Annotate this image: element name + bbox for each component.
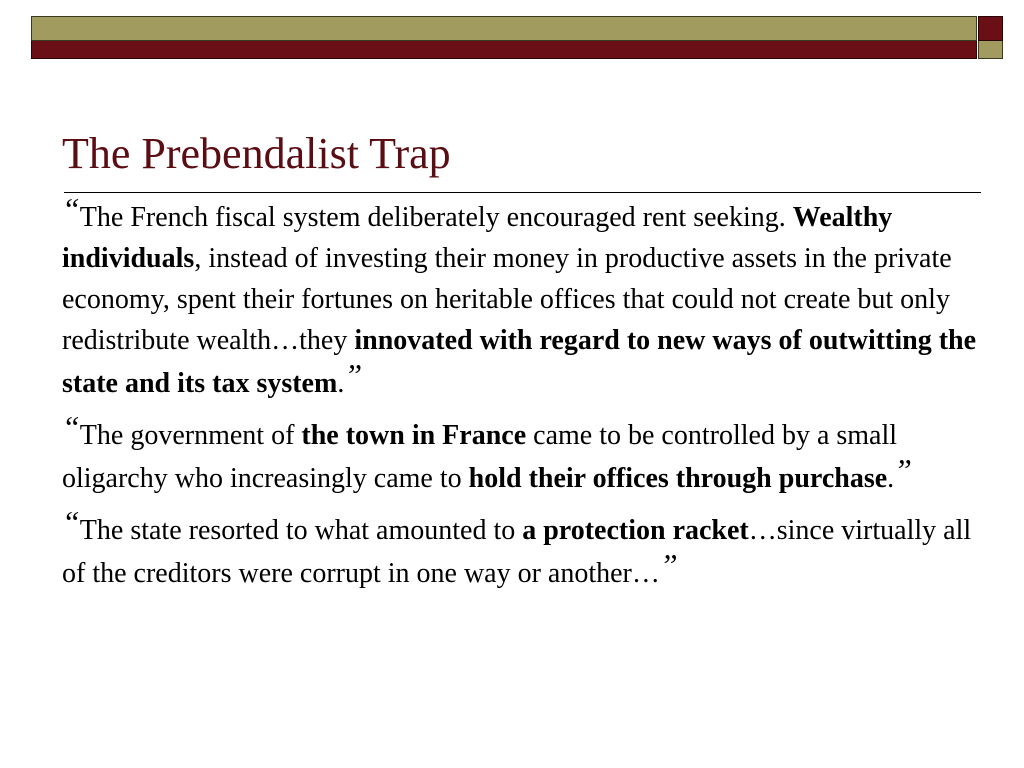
bold-phrase: a protection racket — [522, 515, 749, 546]
open-quote-mark: “ — [62, 504, 80, 540]
paragraph-text: came to be controlled by a small oligarchy who increasingly came to — [62, 420, 898, 494]
paragraph-text: The state resorted to what amounted to — [79, 515, 523, 546]
paragraph-text: The government of — [79, 420, 302, 451]
bold-phrase: innovated with regard to new ways of outwitting the state and its tax system — [62, 325, 977, 399]
header-square-maroon — [978, 16, 1003, 41]
close-quote-mark: ” — [894, 452, 912, 488]
open-quote-mark: “ — [62, 191, 80, 227]
slide-body — [62, 191, 982, 603]
open-quote-mark: “ — [62, 409, 80, 445]
title-divider — [64, 192, 981, 193]
close-quote-mark: ” — [659, 547, 678, 583]
paragraph-text: …since virtually all of the creditors were corrupt in one way or another… — [62, 515, 972, 589]
bold-phrase: the town in France — [301, 420, 527, 451]
quote-paragraph-2 — [62, 409, 982, 499]
close-quote-mark: ” — [344, 357, 363, 393]
paragraph-text: . — [337, 368, 345, 399]
paragraph-text: The French fiscal system deliberately encouraged rent seeking. — [79, 202, 793, 233]
bold-phrase: hold their offices through purchase — [468, 463, 888, 494]
paragraph-text: . — [887, 463, 895, 494]
paragraph-text: , instead of investing their money in productive assets in the private economy, spent their fortunes on heritable offices that could not create but only redistribute wealth…they — [62, 243, 952, 356]
header-square-olive — [978, 41, 1003, 59]
bold-phrase: Wealthy individuals — [62, 202, 893, 274]
slide-title: The Prebendalist Trap — [62, 129, 451, 178]
quote-paragraph-3 — [62, 504, 982, 594]
header-bar-maroon — [31, 41, 977, 59]
quote-paragraph-1 — [62, 191, 982, 404]
header-bar-olive — [31, 16, 977, 41]
